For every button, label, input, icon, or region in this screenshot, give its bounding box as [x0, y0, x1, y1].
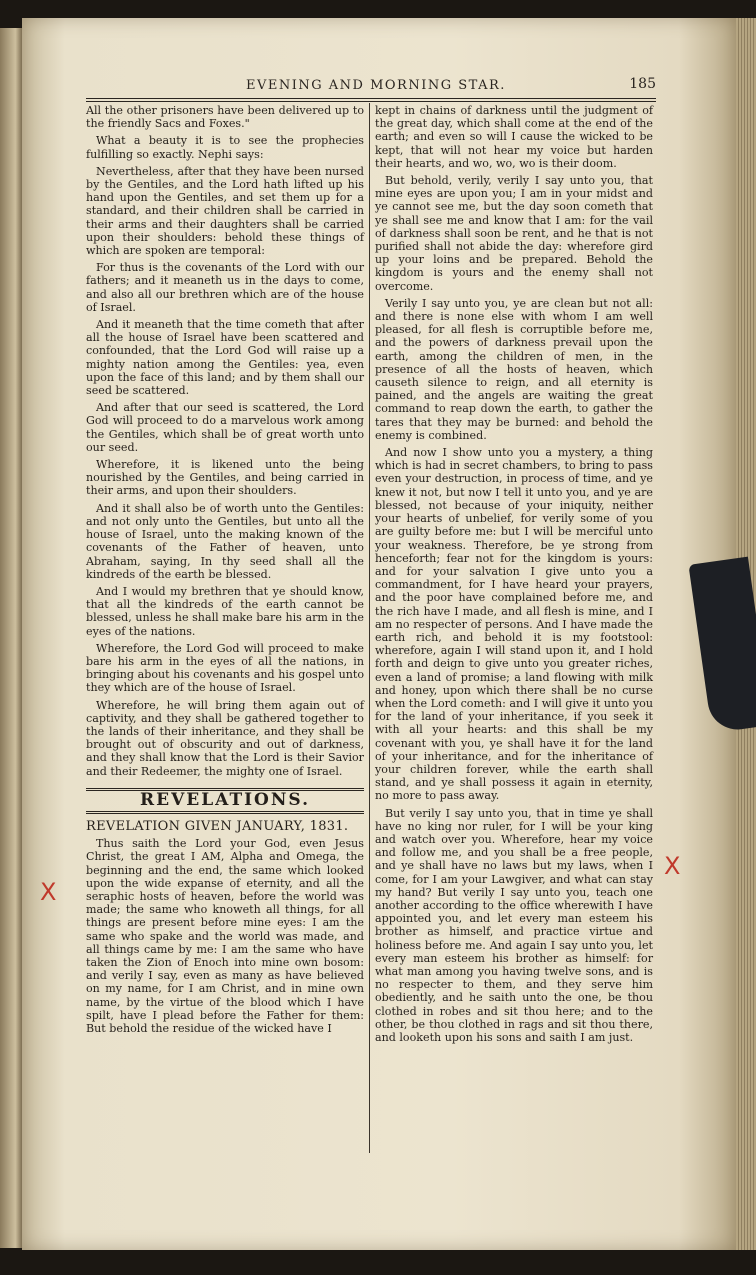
revelation-heading: REVELATION GIVEN JANUARY, 1831.: [86, 818, 349, 834]
handwritten-x-mark: X: [40, 878, 57, 906]
paragraph: But verily I say unto you, that in time ye shall have no king nor ruler, for I will be your king and watch over you. Wherefore, hear my voice and follow me, and you shall be a free people, and ye shall have no laws but my laws, when I come, for I am your Lawgiver, and what can stay my hand? But verily I say unto you, teach one another according to the office wherewith I have appointed you, and let every man esteem his brother as himself, and practice virtue and holiness before me. And again I say unto you, let every man esteem his brother as himself: for what man among you having twelve sons, and is no respecter to them, and they serve him obediently, and he saith unto the one, be thou clothed in robes and sit thou here; and to the other, be thou clothed in rags and sit thou there, and looketh upon his sons and saith I am just.: [375, 806, 653, 1045]
paragraph: And now I show unto you a mystery, a thing which is had in secret chambers, to bring to pass even your destruction, in process of time, and ye knew it not, but now I tell it unto you, and ye are blessed, not because of your iniquity, neither your hearts of unbelief, for verily some of you are guilty before me: but I will be merciful unto your weakness. Therefore, be ye strong from henceforth; fear not for the kingdom is yours: and for your salvation I give unto you a commandment, for I have heard your prayers, and the poor have complained before me, and the rich have I made, and all flesh is mine, and I am no respecter of persons. And I have made the earth rich, and behold it is my footstool: wherefore, again I will stand upon it, and I hold forth and deign to give unto you greater riches, even a land of promise; a land flowing with milk and honey, upon which there shall be no curse when the Lord cometh: and I will give it unto you for the land of your inheritance, if you seek it with all your hearts: and this shall be my covenant with you, ye shall have it for the land of your inheritance, and for the inheritance of your children forever, while the earth shall stand, and ye shall possess it again in eternity, no more to pass away.: [375, 446, 653, 803]
paragraph: Verily I say unto you, ye are clean but not all: and there is none else with whom I am well pleased, for all flesh is corruptible before me, and the powers of darkness prevail upon the earth, among the children of men, in the presence of all the hosts of heaven, which causeth silence to reign, and all eternity is pained, and the angels are waiting the great command to reap down the earth, to gather the tares that they may be burned: and behold the enemy is combined.: [375, 296, 653, 442]
header-rule: [86, 101, 656, 102]
previous-page-edge: [0, 28, 22, 1248]
paragraph: kept in chains of darkness until the judgment of the great day, which shall come at the end of the earth; and even so will I cause the wicked to be kept, that will not hear my voice but harden their hearts, and wo, wo, wo is their doom.: [375, 104, 653, 170]
paragraph: Nevertheless, after that they have been nursed by the Gentiles, and the Lord hath lifted up his hand upon the Gentiles, and set them up for a standard, and their children shall be carried in their arms and their daughters shall be carried upon their shoulders: behold these things of which are spoken are temporal:: [86, 164, 364, 258]
paragraph: And after that our seed is scattered, the Lord God will proceed to do a marvelous work among the Gentiles, which shall be of great worth unto our seed.: [86, 401, 364, 454]
paragraph: Wherefore, it is likened unto the being nourished by the Gentiles, and being carried in their arms, and upon their shoulders.: [86, 458, 364, 498]
paragraph: And I would my brethren that ye should know, that all the kindreds of the earth cannot be blessed, unless he shall make bare his arm in the eyes of the nations.: [86, 584, 364, 638]
section-title: REVELATIONS.: [140, 789, 310, 810]
handwritten-x-mark: X: [664, 852, 681, 880]
paragraph: And it meaneth that the time cometh that after all the house of Israel have been scattered and confounded, that the Lord God will raise up a mighty nation among the Gentiles: yea, even upon the face of this land; and by them shall our seed be scattered.: [86, 318, 364, 398]
paragraph: Wherefore, the Lord God will proceed to make bare his arm in the eyes of all the nations, in bringing about his covenants and his gospel unto they which are of the house of Israel.: [86, 641, 364, 695]
paragraph: All the other prisoners have been delivered up to the friendly Sacs and Foxes.": [86, 104, 364, 131]
right-column: [375, 104, 653, 1048]
page-number: 185: [629, 76, 656, 92]
paragraph: But behold, verily, verily I say unto you, that mine eyes are upon you; I am in your midst and ye cannot see me, but the day soon cometh that ye shall see me and know that I am: for the vail of darkness shall soon be rent, and he that is not purified shall not abide the day: wherefore gird up your loins and be prepared. Behold the kingdom is yours and the enemy shall not overcome.: [375, 174, 653, 293]
column-divider: [369, 103, 370, 1153]
paragraph: Thus saith the Lord your God, even Jesus Christ, the great I AM, Alpha and Omega, the beginning and the end, the same which looked upon the wide expanse of eternity, and all the seraphic hosts of heaven, before the world was made; the same who knoweth all things, for all things are present before mine eyes: I am the same who spake and the world was made, and all things came by me: I am the same who have taken the Zion of Enoch into mine own bosom: and verily I say, even as many as have believed on my name, for I am Christ, and in mine own name, by the virtue of the blood which I have spilt, have I plead before the Father for them: But behold the residue of the wicked have I: [86, 837, 364, 1035]
section-banner: [86, 788, 364, 814]
left-column: [86, 104, 364, 1039]
paragraph: For thus is the covenants of the Lord with our fathers; and it meaneth us in the days to come, and also all our brethren which are of the house of Israel.: [86, 261, 364, 314]
paragraph: And it shall also be of worth unto the Gentiles: and not only unto the Gentiles, but unto all the house of Israel, unto the making known of the covenants of the Father of heaven, unto Abraham, saying, In thy seed shall all the kindreds of the earth be blessed.: [86, 501, 364, 581]
paragraph: Wherefore, he will bring them again out of captivity, and they shall be gathered together to the lands of their inheritance, and they shall be brought out of obscurity and out of darkness, and they shall know that the Lord is their Savior and their Redeemer, the mighty one of Israel.: [86, 698, 364, 778]
running-title: EVENING AND MORNING STAR.: [246, 78, 506, 93]
paragraph: What a beauty it is to see the prophecies fulfilling so exactly. Nephi says:: [86, 134, 364, 161]
page-header: [86, 78, 656, 99]
